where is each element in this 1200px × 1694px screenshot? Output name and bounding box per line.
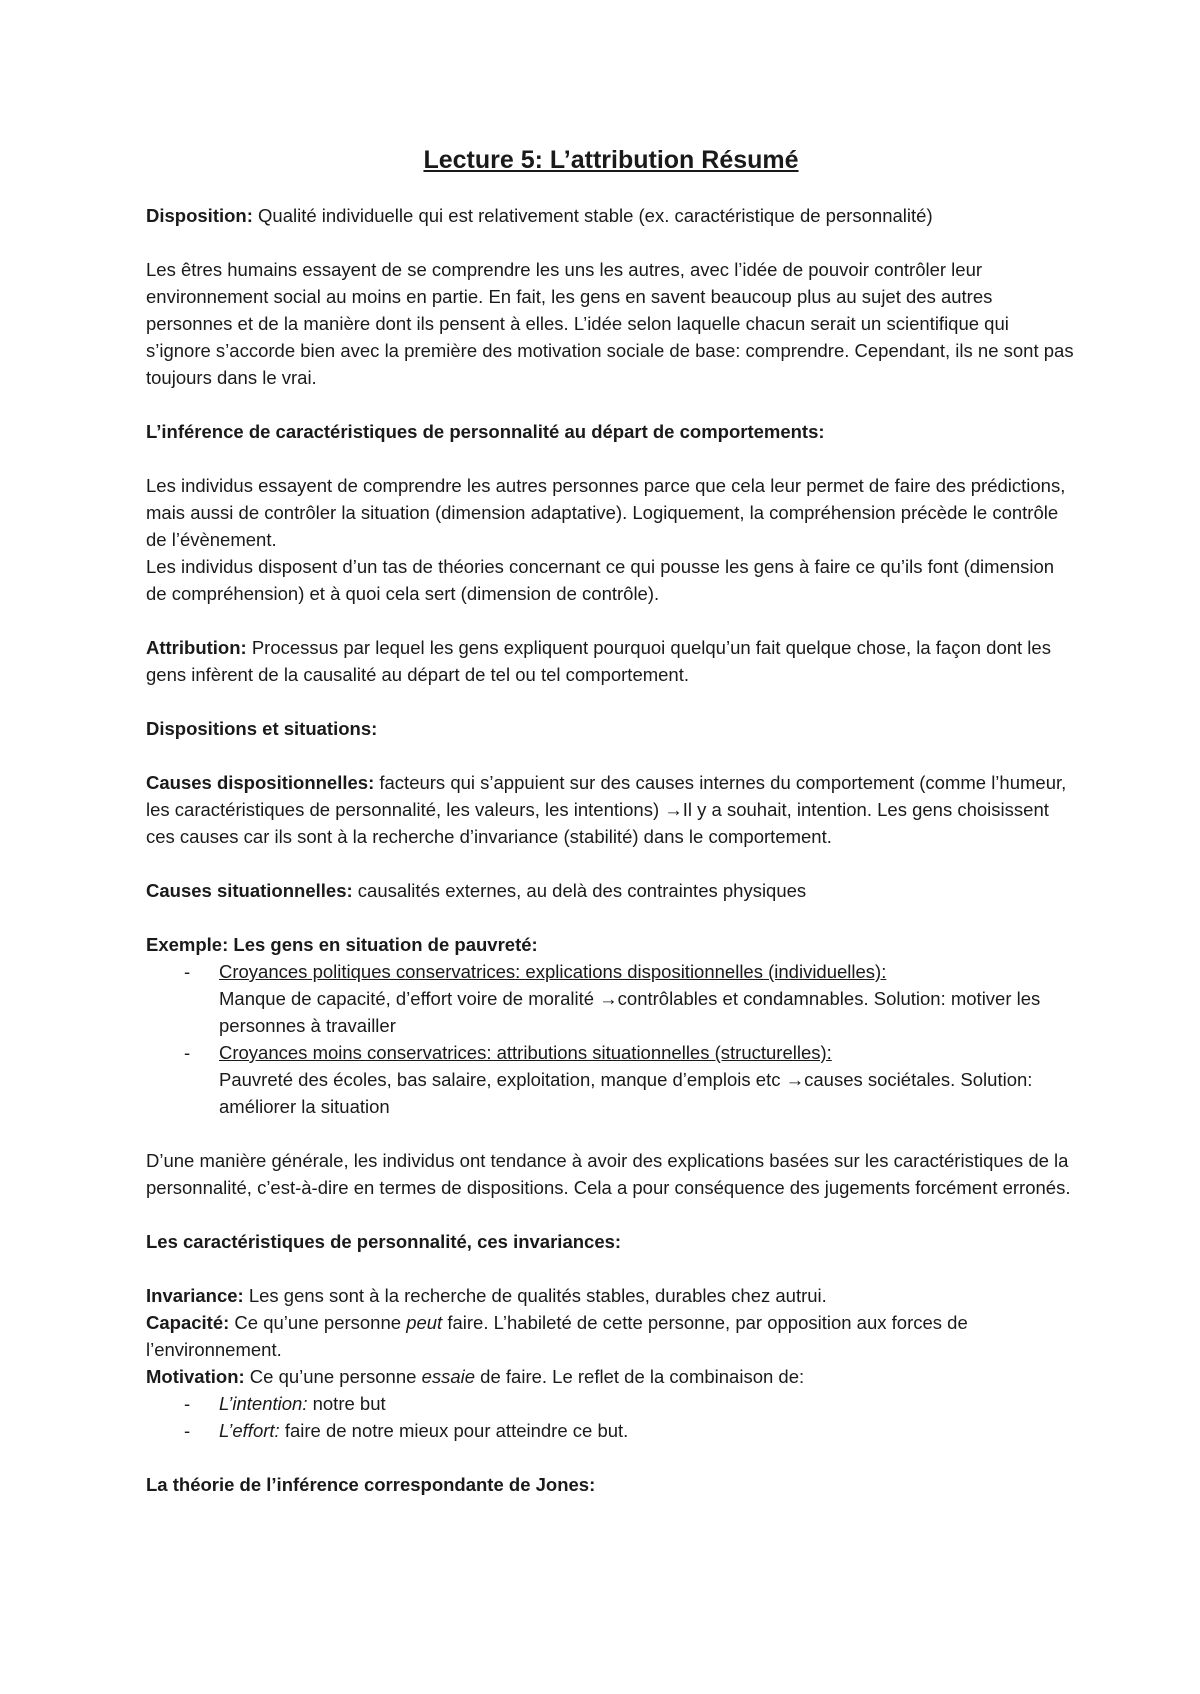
definition-causes-dispositionnelles xyxy=(146,769,1076,850)
definition-attribution xyxy=(146,634,1076,688)
term-capacite: Capacité: xyxy=(146,1312,230,1333)
motivation-list xyxy=(146,1390,1076,1444)
definition-causes-situationnelles xyxy=(146,877,1076,904)
term-motivation: Motivation: xyxy=(146,1366,245,1387)
page-title: Lecture 5: L’attribution Résumé xyxy=(423,146,799,174)
section-heading-dispositions: Dispositions et situations: xyxy=(146,718,378,739)
emphasis: peut xyxy=(406,1312,443,1333)
example-list xyxy=(146,958,1076,1120)
section-heading-invariances: Les caractéristiques de personnalité, ces invariances: xyxy=(146,1231,622,1252)
definition-invariance xyxy=(146,1282,1076,1309)
term-causes-situationnelles: Causes situationnelles: xyxy=(146,880,353,901)
list-item-text: Pauvreté des écoles, bas salaire, exploitation, manque d’emplois etc →causes sociétales. Solution: améliorer la situation xyxy=(219,1069,1033,1117)
term-attribution: Attribution: xyxy=(146,637,247,658)
definition-text: causalités externes, au delà des contraintes physiques xyxy=(352,880,807,901)
inference-paragraph-1: Les individus essayent de comprendre les autres personnes parce que cela leur permet de faire des prédictions, mais aussi de contrôler la situation (dimension adaptative). Logiquement, la compréhension précède le contrôle de l’évènement. xyxy=(146,475,1066,550)
term-invariance: Invariance: xyxy=(146,1285,244,1306)
example-heading: Exemple: Les gens en situation de pauvreté: xyxy=(146,934,538,955)
definition-text: Les gens sont à la recherche de qualités stables, durables chez autrui. xyxy=(243,1285,827,1306)
definition-text: Processus par lequel les gens expliquent pourquoi quelqu’un fait quelque chose, la façon dont les gens infèrent de la causalité au départ de tel ou tel comportement. xyxy=(146,637,1051,685)
emphasis: essaie xyxy=(421,1366,476,1387)
definition-motivation: Motivation: Ce qu’une personne essaie de faire. Le reflet de la combinaison de: xyxy=(146,1366,805,1387)
term-causes-dispositionnelles: Causes dispositionnelles: xyxy=(146,772,375,793)
list-item-text: Manque de capacité, d’effort voire de moralité →contrôlables et condamnables. Solution: motiver les personnes à travailler xyxy=(219,988,1041,1036)
section-heading-jones: La théorie de l’inférence correspondante de Jones: xyxy=(146,1474,596,1495)
definition-text: facteurs qui s’appuient sur des causes internes du comportement (comme l’humeur, les caractéristiques de personnalité, les valeurs, les intentions) →Il y a souhait, intention. Les gens choisissent ces causes car ils sont à la recherche d’invariance (stabilité) dans le comportement. xyxy=(146,772,1067,847)
term-disposition: Disposition: xyxy=(146,205,253,226)
general-paragraph: D’une manière générale, les individus ont tendance à avoir des explications basées sur les caractéristiques de la personnalité, c’est-à-dire en termes de dispositions. Cela a pour conséquence des jugements forcément erronés. xyxy=(146,1150,1071,1198)
list-item xyxy=(146,1039,1076,1120)
list-item-title: Croyances moins conservatrices: attributions situationnelles (structurelles): xyxy=(219,1042,832,1063)
definition-disposition xyxy=(146,202,1076,229)
list-item: - L’effort: faire de notre mieux pour atteindre ce but. xyxy=(146,1417,1076,1444)
list-item xyxy=(146,958,1076,1039)
inference-paragraph-2: Les individus disposent d’un tas de théories concernant ce qui pousse les gens à faire ce qu’ils font (dimension de compréhension) et à quoi cela sert (dimension de contrôle). xyxy=(146,556,1055,604)
section-heading-inference: L’inférence de caractéristiques de personnalité au départ de comportements: xyxy=(146,421,825,442)
intro-paragraph: Les êtres humains essayent de se comprendre les uns les autres, avec l’idée de pouvoir contrôler leur environnement social au moins en partie. En fait, les gens en savent beaucoup plus au sujet des autres personnes et de la manière dont ils pensent à elles. L’idée selon laquelle chacun serait un scientifique qui s’ignore s’accorde bien avec la première des motivation sociale de base: comprendre. Cependant, ils ne sont pas toujours dans le vrai. xyxy=(146,259,1074,388)
list-item: - L’intention: notre but xyxy=(146,1390,1076,1417)
definition-capacite: Capacité: Ce qu’une personne peut faire. L’habileté de cette personne, par opposition aux forces de l’environnement. xyxy=(146,1312,968,1360)
definition-text: Qualité individuelle qui est relativement stable (ex. caractéristique de personnalité) xyxy=(252,205,933,226)
list-item-title: Croyances politiques conservatrices: explications dispositionnelles (individuelles): xyxy=(219,961,887,982)
document-body xyxy=(146,137,1076,1498)
